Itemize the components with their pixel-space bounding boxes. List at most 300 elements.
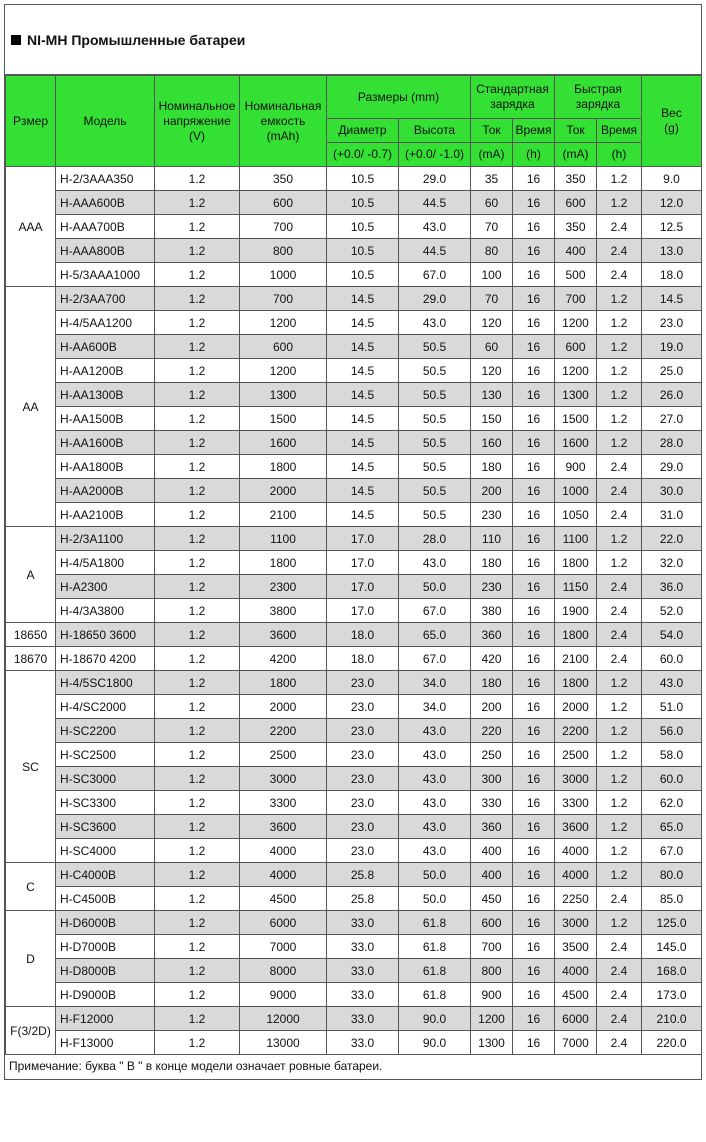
fast-current-cell: 3500: [555, 935, 597, 959]
table-row: [6, 887, 702, 911]
std-time-cell: 16: [513, 455, 555, 479]
capacity-cell: 3000: [240, 767, 327, 791]
fast-current-cell: 3000: [555, 767, 597, 791]
weight-cell: 30.0: [642, 479, 702, 503]
weight-cell: 58.0: [642, 743, 702, 767]
diameter-cell: 33.0: [327, 935, 399, 959]
height-cell: 29.0: [399, 287, 471, 311]
table-row: [6, 215, 702, 239]
voltage-cell: 1.2: [155, 215, 240, 239]
height-cell: 90.0: [399, 1031, 471, 1055]
voltage-cell: 1.2: [155, 623, 240, 647]
header-fast-current: Ток: [555, 119, 597, 143]
capacity-cell: 800: [240, 239, 327, 263]
weight-cell: 19.0: [642, 335, 702, 359]
capacity-cell: 4200: [240, 647, 327, 671]
weight-cell: 173.0: [642, 983, 702, 1007]
std-current-cell: 360: [471, 623, 513, 647]
voltage-cell: 1.2: [155, 911, 240, 935]
height-cell: 43.0: [399, 551, 471, 575]
fast-current-cell: 600: [555, 335, 597, 359]
weight-cell: 210.0: [642, 1007, 702, 1031]
weight-cell: 14.5: [642, 287, 702, 311]
model-cell: H-4/5SC1800: [56, 671, 155, 695]
std-time-cell: 16: [513, 407, 555, 431]
fast-time-cell: 1.2: [597, 767, 642, 791]
capacity-cell: 1800: [240, 671, 327, 695]
std-time-cell: 16: [513, 815, 555, 839]
voltage-cell: 1.2: [155, 935, 240, 959]
voltage-cell: 1.2: [155, 431, 240, 455]
fast-time-cell: 2.4: [597, 215, 642, 239]
std-time-cell: 16: [513, 1007, 555, 1031]
height-cell: 50.5: [399, 359, 471, 383]
capacity-cell: 2200: [240, 719, 327, 743]
model-cell: H-18650 3600: [56, 623, 155, 647]
fast-current-cell: 350: [555, 167, 597, 191]
capacity-cell: 1800: [240, 455, 327, 479]
voltage-cell: 1.2: [155, 839, 240, 863]
table-row: [6, 359, 702, 383]
header-voltage: Номинальное напряжение (V): [155, 76, 240, 167]
table-row: [6, 623, 702, 647]
diameter-cell: 17.0: [327, 599, 399, 623]
fast-current-cell: 4000: [555, 863, 597, 887]
size-cell: SC: [6, 671, 56, 863]
fast-current-cell: 1200: [555, 311, 597, 335]
std-time-cell: 16: [513, 911, 555, 935]
std-current-cell: 1200: [471, 1007, 513, 1031]
model-cell: H-AA1300B: [56, 383, 155, 407]
fast-time-cell: 1.2: [597, 743, 642, 767]
battery-spec-sheet: [4, 4, 702, 1080]
capacity-cell: 1100: [240, 527, 327, 551]
weight-cell: 67.0: [642, 839, 702, 863]
weight-cell: 27.0: [642, 407, 702, 431]
model-cell: H-SC3300: [56, 791, 155, 815]
std-current-cell: 400: [471, 863, 513, 887]
capacity-cell: 2000: [240, 695, 327, 719]
std-time-cell: 16: [513, 503, 555, 527]
weight-cell: 56.0: [642, 719, 702, 743]
std-current-cell: 700: [471, 935, 513, 959]
header-weight: Вес (g): [642, 76, 702, 167]
height-cell: 43.0: [399, 815, 471, 839]
page-title: NI-MH Промышленные батареи: [27, 31, 246, 48]
header-model: Модель: [56, 76, 155, 167]
voltage-cell: 1.2: [155, 407, 240, 431]
height-cell: 43.0: [399, 767, 471, 791]
weight-cell: 32.0: [642, 551, 702, 575]
header-std-current: Ток: [471, 119, 513, 143]
std-time-cell: 16: [513, 263, 555, 287]
voltage-cell: 1.2: [155, 1031, 240, 1055]
weight-cell: 43.0: [642, 671, 702, 695]
model-cell: H-F12000: [56, 1007, 155, 1031]
voltage-cell: 1.2: [155, 575, 240, 599]
table-row: [6, 719, 702, 743]
height-cell: 61.8: [399, 959, 471, 983]
std-current-cell: 220: [471, 719, 513, 743]
height-cell: 43.0: [399, 791, 471, 815]
model-cell: H-AAA800B: [56, 239, 155, 263]
capacity-cell: 4000: [240, 863, 327, 887]
fast-time-cell: 2.4: [597, 959, 642, 983]
fast-time-cell: 2.4: [597, 263, 642, 287]
capacity-cell: 12000: [240, 1007, 327, 1031]
diameter-cell: 17.0: [327, 551, 399, 575]
weight-cell: 54.0: [642, 623, 702, 647]
fast-current-cell: 2100: [555, 647, 597, 671]
table-row: [6, 815, 702, 839]
std-current-cell: 900: [471, 983, 513, 1007]
fast-time-cell: 2.4: [597, 983, 642, 1007]
model-cell: H-SC3600: [56, 815, 155, 839]
std-time-cell: 16: [513, 767, 555, 791]
std-time-cell: 16: [513, 959, 555, 983]
weight-cell: 220.0: [642, 1031, 702, 1055]
fast-time-cell: 1.2: [597, 791, 642, 815]
size-cell: AAA: [6, 167, 56, 287]
std-time-cell: 16: [513, 191, 555, 215]
voltage-cell: 1.2: [155, 335, 240, 359]
table-body: [6, 167, 702, 1055]
capacity-cell: 700: [240, 287, 327, 311]
weight-cell: 85.0: [642, 887, 702, 911]
height-cell: 65.0: [399, 623, 471, 647]
diameter-cell: 10.5: [327, 167, 399, 191]
fast-time-cell: 1.2: [597, 407, 642, 431]
std-time-cell: 16: [513, 887, 555, 911]
voltage-cell: 1.2: [155, 527, 240, 551]
fast-current-cell: 1200: [555, 359, 597, 383]
height-cell: 67.0: [399, 599, 471, 623]
height-cell: 61.8: [399, 935, 471, 959]
model-cell: H-4/SC2000: [56, 695, 155, 719]
fast-time-cell: 1.2: [597, 839, 642, 863]
fast-time-cell: 1.2: [597, 527, 642, 551]
std-time-cell: 16: [513, 335, 555, 359]
table-row: [6, 743, 702, 767]
weight-cell: 18.0: [642, 263, 702, 287]
fast-time-cell: 1.2: [597, 863, 642, 887]
std-time-cell: 16: [513, 623, 555, 647]
voltage-cell: 1.2: [155, 791, 240, 815]
std-current-cell: 70: [471, 215, 513, 239]
capacity-cell: 13000: [240, 1031, 327, 1055]
std-current-cell: 160: [471, 431, 513, 455]
voltage-cell: 1.2: [155, 455, 240, 479]
fast-time-cell: 1.2: [597, 551, 642, 575]
height-cell: 50.5: [399, 503, 471, 527]
std-current-cell: 100: [471, 263, 513, 287]
header-diameter-tolerance: (+0.0/ -0.7): [327, 143, 399, 167]
model-cell: H-F13000: [56, 1031, 155, 1055]
model-cell: H-SC2200: [56, 719, 155, 743]
height-cell: 50.0: [399, 575, 471, 599]
table-row: [6, 791, 702, 815]
std-time-cell: 16: [513, 551, 555, 575]
voltage-cell: 1.2: [155, 959, 240, 983]
std-current-cell: 60: [471, 335, 513, 359]
fast-current-cell: 1500: [555, 407, 597, 431]
model-cell: H-AA1600B: [56, 431, 155, 455]
fast-current-cell: 900: [555, 455, 597, 479]
height-cell: 28.0: [399, 527, 471, 551]
table-row: [6, 167, 702, 191]
table-row: [6, 551, 702, 575]
fast-time-cell: 2.4: [597, 935, 642, 959]
std-current-cell: 380: [471, 599, 513, 623]
capacity-cell: 4000: [240, 839, 327, 863]
fast-current-cell: 2500: [555, 743, 597, 767]
fast-time-cell: 1.2: [597, 335, 642, 359]
voltage-cell: 1.2: [155, 671, 240, 695]
fast-time-cell: 1.2: [597, 695, 642, 719]
table-row: [6, 767, 702, 791]
model-cell: H-4/5A1800: [56, 551, 155, 575]
voltage-cell: 1.2: [155, 503, 240, 527]
size-cell: A: [6, 527, 56, 623]
table-row: [6, 959, 702, 983]
fast-time-cell: 1.2: [597, 719, 642, 743]
table-row: [6, 527, 702, 551]
std-time-cell: 16: [513, 383, 555, 407]
model-cell: H-AA2100B: [56, 503, 155, 527]
header-capacity: Номинальная емкость (mAh): [240, 76, 327, 167]
model-cell: H-C4000B: [56, 863, 155, 887]
std-time-cell: 16: [513, 167, 555, 191]
height-cell: 50.5: [399, 455, 471, 479]
fast-time-cell: 2.4: [597, 455, 642, 479]
std-current-cell: 450: [471, 887, 513, 911]
std-current-cell: 330: [471, 791, 513, 815]
footnote: Примечание: буква " B " в конце модели означает ровные батареи.: [9, 1059, 383, 1073]
spec-table: [5, 75, 702, 1055]
table-row: [6, 311, 702, 335]
header-std-time: Время: [513, 119, 555, 143]
model-cell: H-18670 4200: [56, 647, 155, 671]
table-header: [6, 76, 702, 167]
header-std-current-unit: (mA): [471, 143, 513, 167]
fast-time-cell: 1.2: [597, 815, 642, 839]
height-cell: 50.0: [399, 887, 471, 911]
diameter-cell: 23.0: [327, 839, 399, 863]
capacity-cell: 3800: [240, 599, 327, 623]
capacity-cell: 1500: [240, 407, 327, 431]
height-cell: 50.5: [399, 383, 471, 407]
fast-current-cell: 3000: [555, 911, 597, 935]
voltage-cell: 1.2: [155, 695, 240, 719]
model-cell: H-D8000B: [56, 959, 155, 983]
diameter-cell: 23.0: [327, 695, 399, 719]
weight-cell: 25.0: [642, 359, 702, 383]
fast-time-cell: 2.4: [597, 1007, 642, 1031]
diameter-cell: 14.5: [327, 335, 399, 359]
fast-time-cell: 2.4: [597, 1031, 642, 1055]
fast-current-cell: 2000: [555, 695, 597, 719]
capacity-cell: 2300: [240, 575, 327, 599]
voltage-cell: 1.2: [155, 383, 240, 407]
capacity-cell: 4500: [240, 887, 327, 911]
voltage-cell: 1.2: [155, 359, 240, 383]
diameter-cell: 14.5: [327, 431, 399, 455]
table-row: [6, 455, 702, 479]
capacity-cell: 1800: [240, 551, 327, 575]
fast-time-cell: 1.2: [597, 431, 642, 455]
diameter-cell: 14.5: [327, 407, 399, 431]
model-cell: H-AA2000B: [56, 479, 155, 503]
diameter-cell: 23.0: [327, 767, 399, 791]
std-current-cell: 80: [471, 239, 513, 263]
model-cell: H-AA600B: [56, 335, 155, 359]
fast-current-cell: 700: [555, 287, 597, 311]
capacity-cell: 8000: [240, 959, 327, 983]
fast-current-cell: 1100: [555, 527, 597, 551]
fast-current-cell: 1800: [555, 623, 597, 647]
weight-cell: 22.0: [642, 527, 702, 551]
voltage-cell: 1.2: [155, 479, 240, 503]
weight-cell: 28.0: [642, 431, 702, 455]
capacity-cell: 600: [240, 335, 327, 359]
voltage-cell: 1.2: [155, 239, 240, 263]
square-bullet-icon: [11, 35, 21, 45]
model-cell: H-D7000B: [56, 935, 155, 959]
header-std-time-unit: (h): [513, 143, 555, 167]
voltage-cell: 1.2: [155, 167, 240, 191]
std-current-cell: 200: [471, 479, 513, 503]
fast-time-cell: 2.4: [597, 647, 642, 671]
table-row: [6, 671, 702, 695]
model-cell: H-A2300: [56, 575, 155, 599]
fast-current-cell: 4000: [555, 839, 597, 863]
std-time-cell: 16: [513, 287, 555, 311]
size-cell: F(3/2D): [6, 1007, 56, 1055]
std-current-cell: 180: [471, 551, 513, 575]
std-current-cell: 110: [471, 527, 513, 551]
fast-current-cell: 600: [555, 191, 597, 215]
capacity-cell: 1300: [240, 383, 327, 407]
table-row: [6, 935, 702, 959]
voltage-cell: 1.2: [155, 551, 240, 575]
header-fast-current-unit: (mA): [555, 143, 597, 167]
model-cell: H-C4500B: [56, 887, 155, 911]
diameter-cell: 10.5: [327, 191, 399, 215]
fast-current-cell: 1900: [555, 599, 597, 623]
diameter-cell: 10.5: [327, 263, 399, 287]
height-cell: 44.5: [399, 191, 471, 215]
weight-cell: 52.0: [642, 599, 702, 623]
diameter-cell: 14.5: [327, 287, 399, 311]
std-current-cell: 600: [471, 911, 513, 935]
table-row: [6, 647, 702, 671]
std-current-cell: 360: [471, 815, 513, 839]
std-current-cell: 130: [471, 383, 513, 407]
size-cell: 18670: [6, 647, 56, 671]
table-row: [6, 383, 702, 407]
fast-time-cell: 2.4: [597, 599, 642, 623]
voltage-cell: 1.2: [155, 815, 240, 839]
capacity-cell: 3600: [240, 815, 327, 839]
voltage-cell: 1.2: [155, 719, 240, 743]
capacity-cell: 1200: [240, 311, 327, 335]
table-row: [6, 503, 702, 527]
capacity-cell: 2500: [240, 743, 327, 767]
fast-current-cell: 1600: [555, 431, 597, 455]
height-cell: 34.0: [399, 671, 471, 695]
model-cell: H-SC4000: [56, 839, 155, 863]
fast-time-cell: 1.2: [597, 359, 642, 383]
std-current-cell: 180: [471, 455, 513, 479]
std-current-cell: 300: [471, 767, 513, 791]
std-current-cell: 200: [471, 695, 513, 719]
fast-time-cell: 1.2: [597, 383, 642, 407]
capacity-cell: 3300: [240, 791, 327, 815]
diameter-cell: 14.5: [327, 455, 399, 479]
std-current-cell: 420: [471, 647, 513, 671]
height-cell: 67.0: [399, 263, 471, 287]
std-current-cell: 230: [471, 575, 513, 599]
voltage-cell: 1.2: [155, 191, 240, 215]
capacity-cell: 1600: [240, 431, 327, 455]
model-cell: H-SC3000: [56, 767, 155, 791]
fast-current-cell: 7000: [555, 1031, 597, 1055]
height-cell: 34.0: [399, 695, 471, 719]
voltage-cell: 1.2: [155, 767, 240, 791]
std-current-cell: 35: [471, 167, 513, 191]
std-time-cell: 16: [513, 239, 555, 263]
std-time-cell: 16: [513, 599, 555, 623]
height-cell: 50.0: [399, 863, 471, 887]
table-row: [6, 863, 702, 887]
std-time-cell: 16: [513, 527, 555, 551]
diameter-cell: 17.0: [327, 527, 399, 551]
height-cell: 50.5: [399, 479, 471, 503]
voltage-cell: 1.2: [155, 263, 240, 287]
height-cell: 43.0: [399, 719, 471, 743]
header-height-tolerance: (+0.0/ -1.0): [399, 143, 471, 167]
diameter-cell: 10.5: [327, 239, 399, 263]
std-time-cell: 16: [513, 791, 555, 815]
voltage-cell: 1.2: [155, 311, 240, 335]
diameter-cell: 33.0: [327, 911, 399, 935]
diameter-cell: 33.0: [327, 1031, 399, 1055]
height-cell: 43.0: [399, 839, 471, 863]
height-cell: 61.8: [399, 911, 471, 935]
model-cell: H-AAA600B: [56, 191, 155, 215]
model-cell: H-SC2500: [56, 743, 155, 767]
diameter-cell: 25.8: [327, 887, 399, 911]
weight-cell: 51.0: [642, 695, 702, 719]
table-row: [6, 335, 702, 359]
table-row: [6, 1031, 702, 1055]
height-cell: 44.5: [399, 239, 471, 263]
model-cell: H-AAA700B: [56, 215, 155, 239]
height-cell: 50.5: [399, 431, 471, 455]
weight-cell: 36.0: [642, 575, 702, 599]
fast-current-cell: 400: [555, 239, 597, 263]
diameter-cell: 23.0: [327, 791, 399, 815]
title-bar: [5, 5, 701, 75]
table-row: [6, 407, 702, 431]
std-current-cell: 70: [471, 287, 513, 311]
std-time-cell: 16: [513, 695, 555, 719]
table-row: [6, 911, 702, 935]
weight-cell: 9.0: [642, 167, 702, 191]
table-row: [6, 239, 702, 263]
diameter-cell: 18.0: [327, 623, 399, 647]
weight-cell: 60.0: [642, 767, 702, 791]
